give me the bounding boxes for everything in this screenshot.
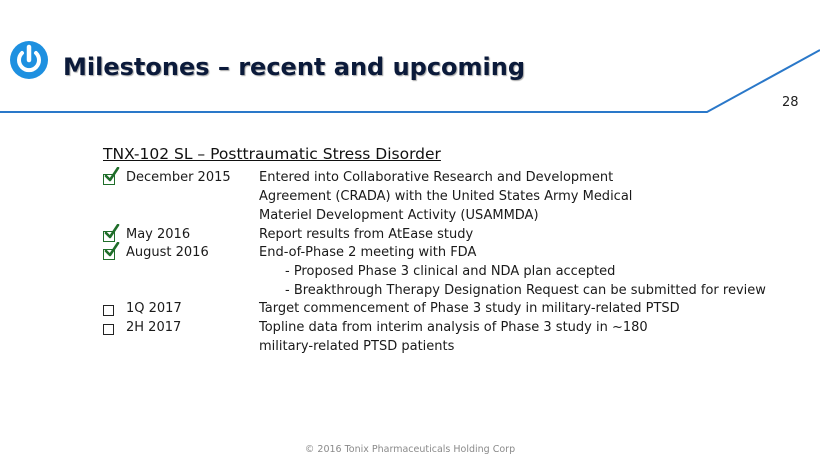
milestone-row [0, 245, 820, 265]
milestone-description: Agreement (CRADA) with the United States Army Medical [259, 189, 633, 204]
milestone-description: Materiel Development Activity (USAMMDA) [259, 208, 539, 223]
checkbox-checked-icon [103, 171, 117, 185]
milestone-row [0, 301, 820, 321]
milestone-description: End-of-Phase 2 meeting with FDA [259, 245, 477, 260]
milestone-description: Report results from AtEase study [259, 227, 474, 242]
checkbox-checked-icon [103, 228, 117, 242]
milestone-date: 2H 2017 [126, 320, 182, 335]
milestone-sub-item: - Proposed Phase 3 clinical and NDA plan accepted [285, 264, 616, 279]
milestone-description: Entered into Collaborative Research and Development [259, 170, 614, 185]
milestone-date: August 2016 [126, 245, 209, 260]
empty-checkbox-icon [103, 321, 117, 335]
milestone-date: May 2016 [126, 227, 191, 242]
milestone-row [0, 320, 820, 340]
header-rule [0, 0, 820, 120]
milestone-description: Target commencement of Phase 3 study in military-related PTSD [259, 301, 680, 316]
empty-checkbox-icon [103, 302, 117, 316]
page-number: 28 [782, 95, 799, 110]
milestone-row [0, 227, 820, 247]
section-heading: TNX-102 SL – Posttraumatic Stress Disorder [103, 145, 441, 163]
copyright-footer: © 2016 Tonix Pharmaceuticals Holding Corp [304, 444, 516, 455]
slide-title: Milestones – recent and upcoming [63, 53, 526, 81]
milestone-description: military-related PTSD patients [259, 339, 455, 354]
milestone-date: 1Q 2017 [126, 301, 182, 316]
milestone-description: Topline data from interim analysis of Phase 3 study in ~180 [259, 320, 648, 335]
milestone-date: December 2015 [126, 170, 231, 185]
milestone-row [0, 170, 820, 190]
checkbox-checked-icon [103, 246, 117, 260]
milestone-sub-item: - Breakthrough Therapy Designation Request can be submitted for review [285, 283, 766, 298]
